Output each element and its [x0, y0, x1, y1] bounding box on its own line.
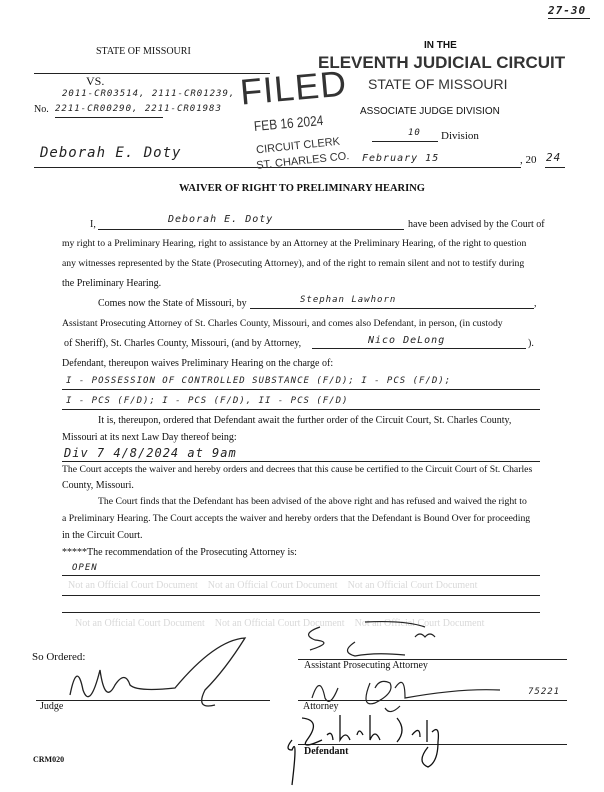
para1-line3: any witnesses represented by the State (Prosecuting Attorney), and of the right to remain silent and not to testify during — [62, 258, 525, 269]
recommendation-label: *****The recommendation of the Prosecuting Attorney is: — [62, 547, 297, 558]
comma: , — [534, 298, 537, 309]
recommendation-fill: OPEN — [72, 563, 98, 573]
year-prefix: , 20 — [520, 154, 537, 166]
close-paren: ). — [528, 338, 534, 349]
document-title: WAIVER OF RIGHT TO PRELIMINARY HEARING — [179, 183, 425, 194]
comes-now-text: Comes now the State of Missouri, by — [98, 298, 247, 309]
waives-line: Defendant, thereupon waives Preliminary Hearing on the charge of: — [62, 358, 334, 369]
finds-line1: The Court finds that the Defendant has been advised of the above right and has refused and waived the right to — [98, 496, 527, 507]
apa-line: Assistant Prosecuting Attorney of St. Charles County, Missouri, and comes also Defendant, in person, (in custody — [62, 318, 503, 329]
judge-label: Judge — [40, 701, 64, 712]
stamp-clerk-line2: ST. CHARLES CO. — [255, 150, 350, 172]
court-in-the: IN THE — [424, 40, 457, 51]
defendant-label: Defendant — [304, 746, 349, 757]
para1-line2: my right to a Preliminary Hearing, right to assistance by an Attorney at the Preliminary Hearing, of the right to question — [62, 238, 527, 249]
date-month-day: February 15 — [362, 153, 440, 164]
defendant-name-caption: Deborah E. Doty — [40, 145, 182, 161]
finds-line2: a Preliminary Hearing. The Court accepts the waiver and hereby orders that the Defendant is Bound Over for proceeding — [62, 513, 531, 524]
case-numbers-line2: 2211-CR00290, 2211-CR01983 — [55, 104, 222, 114]
ordered-line: It is, thereupon, ordered that Defendant await the further order of the Circuit Court, St. Charles County, — [98, 415, 512, 426]
apa-label: Assistant Prosecuting Attorney — [304, 660, 428, 671]
i-prefix: I, — [90, 219, 96, 230]
para1-line4: the Preliminary Hearing. — [62, 278, 162, 289]
left-party: STATE OF MISSOURI — [96, 46, 191, 57]
year-suffix: 24 — [546, 151, 562, 164]
advised-suffix: have been advised by the Court of — [408, 219, 545, 230]
judge-signature — [65, 630, 255, 710]
charge-line1: I - POSSESSION OF CONTROLLED SUBSTANCE (F/D); I - PCS (F/D); — [66, 376, 452, 386]
court-state: STATE OF MISSOURI — [368, 76, 508, 92]
vs-label: VS. — [86, 74, 105, 88]
prosecutor-signature — [295, 622, 455, 662]
form-code: CRM020 — [33, 755, 65, 764]
watermark: Not an Official Court Document Not an Official Court Document Not an Official Court Document — [68, 580, 478, 591]
prosecutor-fill: Stephan Lawhorn — [300, 295, 397, 305]
case-numbers-line1: 2011-CR03514, 2111-CR01239, — [62, 89, 236, 99]
filed-stamp: FILED — [238, 62, 349, 113]
accepts-line1: The Court accepts the waiver and hereby orders and decrees that this cause be certified to the Circuit Court of St. Charles — [62, 464, 533, 475]
law-day-fill: Div 7 4/8/2024 at 9am — [64, 446, 237, 460]
attorney-bar-number: 75221 — [528, 687, 561, 697]
sheriff-line: of Sheriff), St. Charles County, Missouri, (and by Attorney, — [64, 338, 302, 349]
division-number: 10 — [408, 128, 421, 138]
stamp-clerk-line1: CIRCUIT CLERK — [255, 135, 341, 157]
attorney-fill: Nico DeLong — [368, 335, 446, 346]
attorney-label: Attorney — [303, 701, 339, 712]
defendant-signature — [282, 710, 462, 770]
court-name: ELEVENTH JUDICIAL CIRCUIT — [318, 53, 566, 72]
accepts-line2: County, Missouri. — [62, 480, 134, 491]
charge-line2: I - PCS (F/D); I - PCS (F/D), II - PCS (F/D) — [66, 396, 349, 406]
court-division-type: ASSOCIATE JUDGE DIVISION — [360, 106, 500, 117]
page-mark: 27-30 — [548, 4, 587, 17]
finds-line3: in the Circuit Court. — [62, 530, 143, 541]
filed-stamp-date: FEB 16 2024 — [253, 111, 324, 134]
so-ordered-label: So Ordered: — [32, 651, 86, 663]
division-label: Division — [441, 130, 479, 142]
watermark: Not an Official Court Document Not an Official Court Document Not an Official Court Document — [75, 618, 485, 629]
defendant-fill: Deborah E. Doty — [168, 214, 274, 225]
case-no-label: No. — [34, 104, 49, 115]
law-day-line: Missouri at its next Law Day thereof being: — [62, 432, 237, 443]
